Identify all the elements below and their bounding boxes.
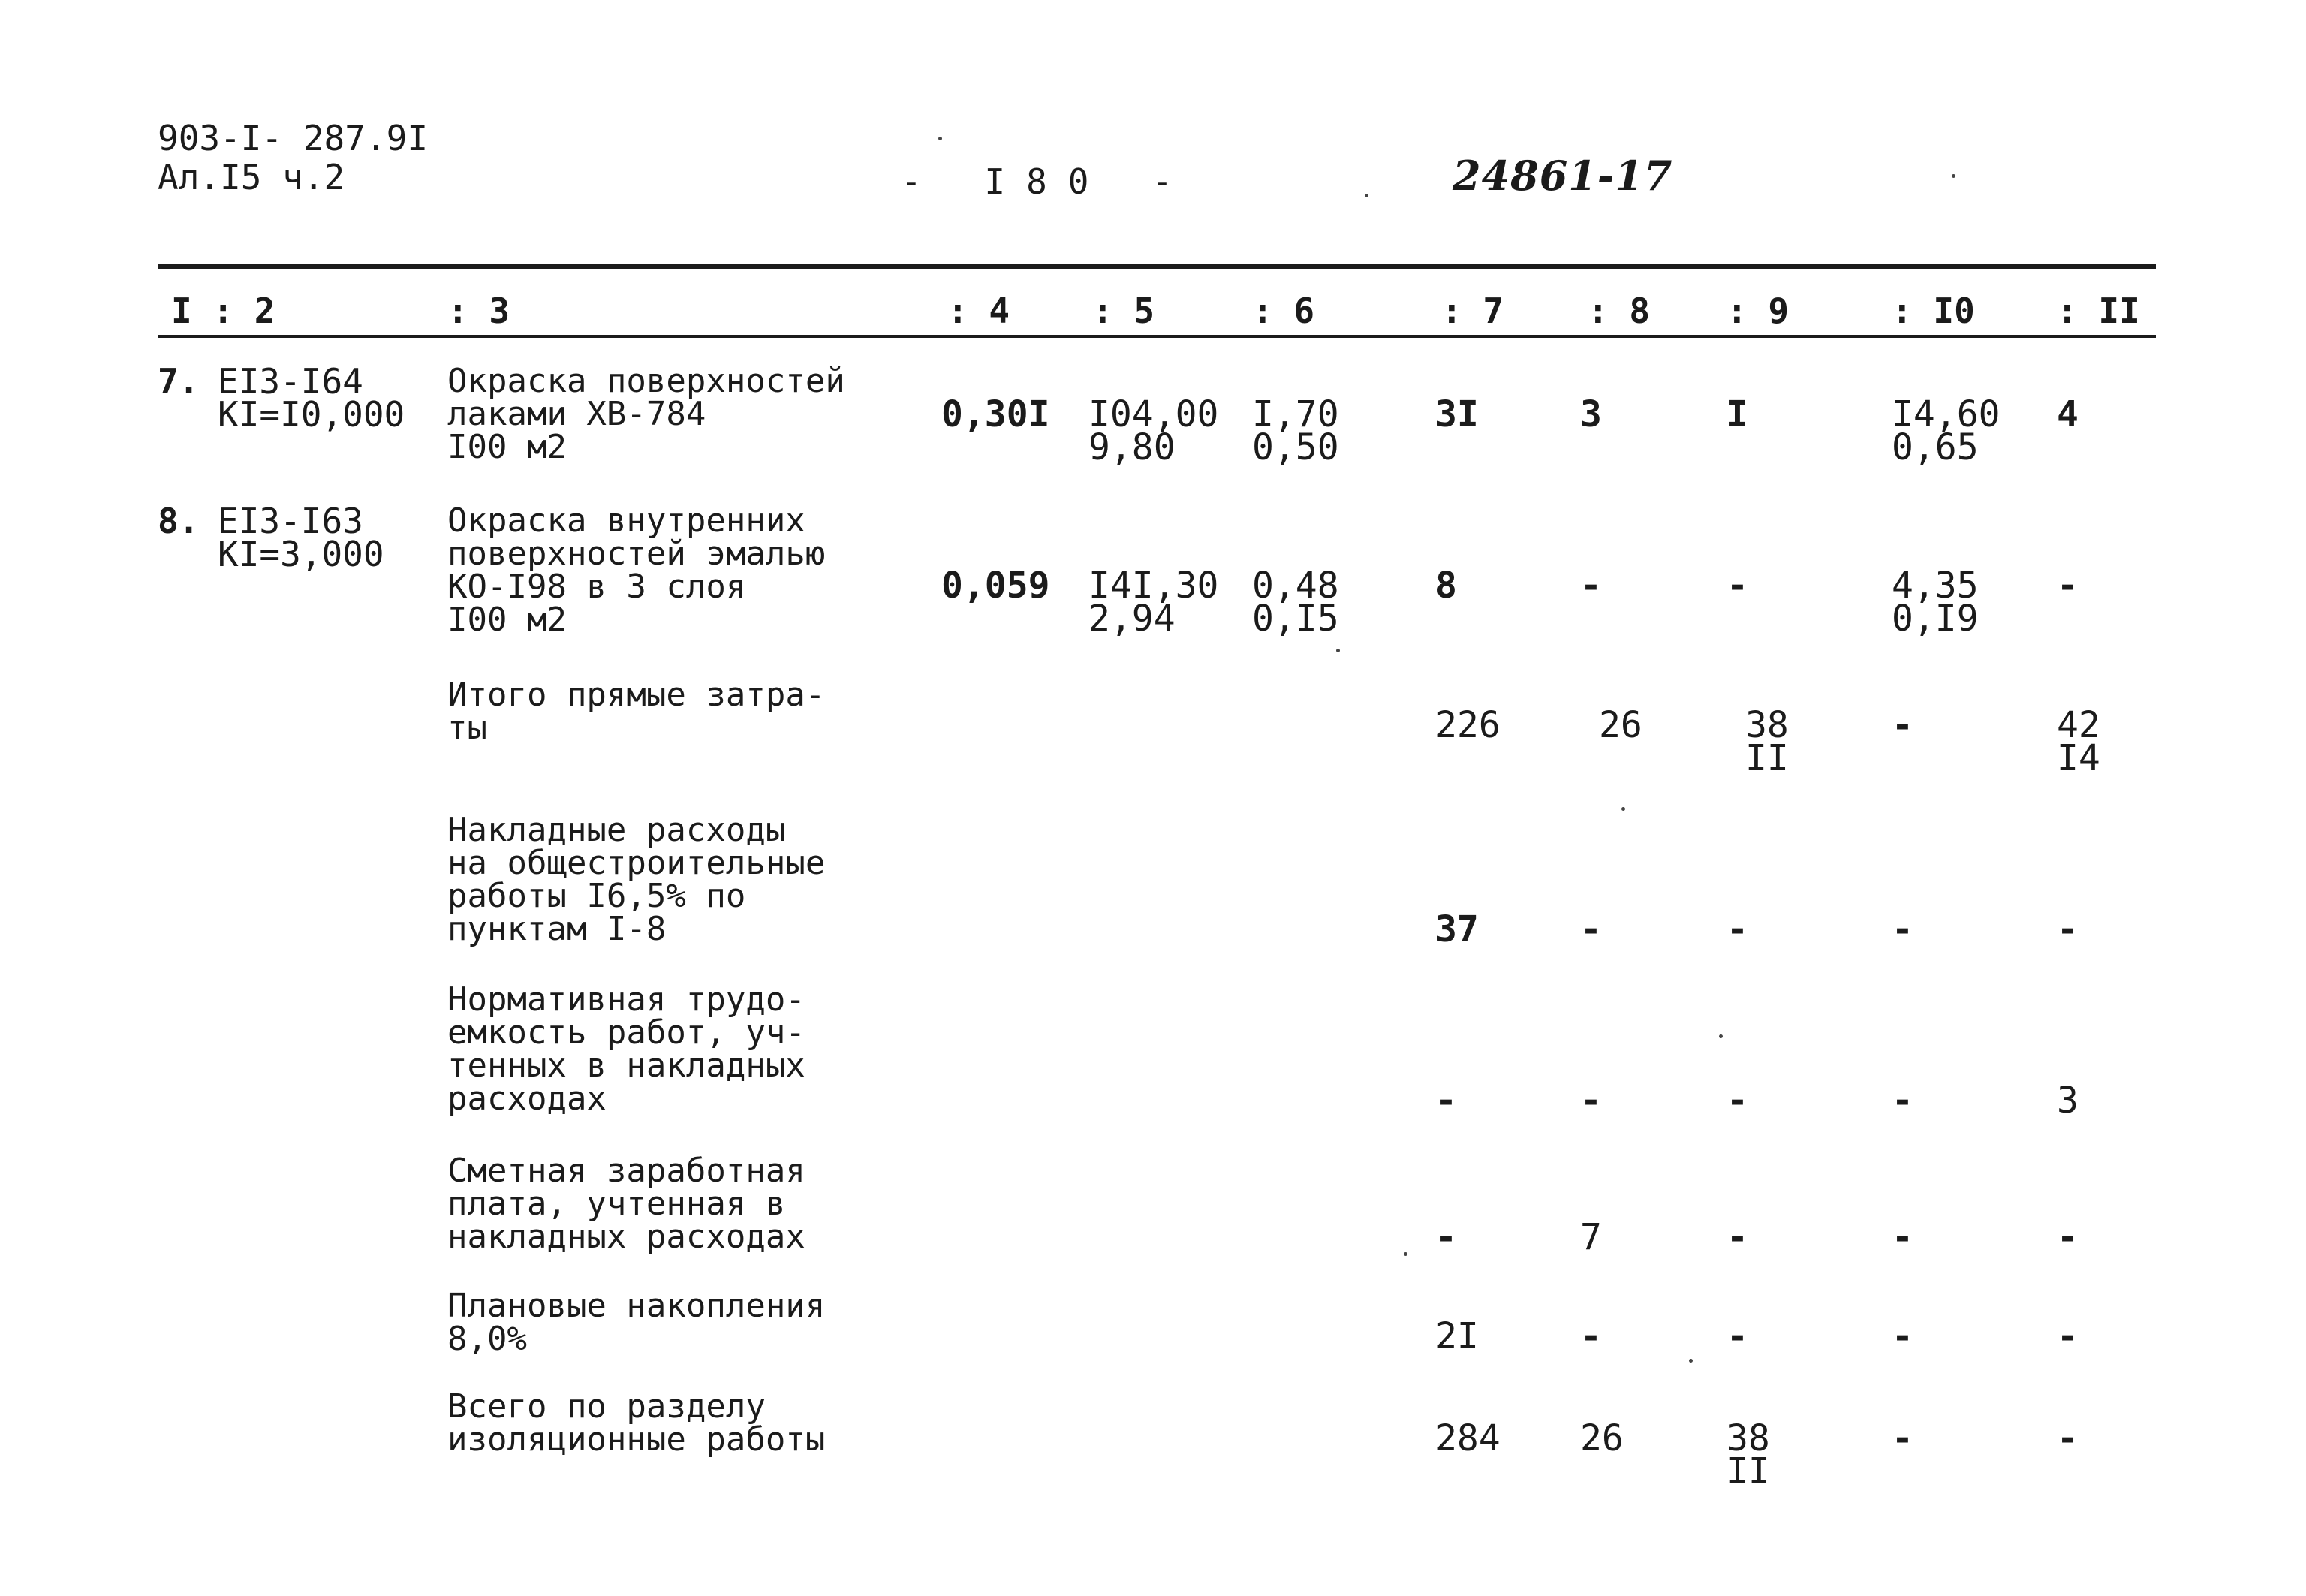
coefficient: KI=I0,000 bbox=[218, 394, 405, 435]
header-bottom-rule bbox=[158, 335, 2156, 338]
row-description: Нормативная трудо- емкость работ, уч- тенных в накладных расходах bbox=[447, 980, 805, 1118]
cell-col-9: - bbox=[1726, 1315, 1748, 1357]
col-header-6: : 6 bbox=[1252, 291, 1315, 331]
scan-speck bbox=[938, 137, 942, 140]
norm-code: EI3-I64 bbox=[218, 361, 363, 402]
cell-col-10: 4,35 0,I9 bbox=[1892, 565, 1979, 640]
cell-col-7: - bbox=[1435, 1080, 1457, 1122]
sheet-reference: Ал.I5 ч.2 bbox=[158, 157, 345, 197]
cell-col-9: - bbox=[1726, 908, 1748, 950]
cell-col-11: - bbox=[2057, 565, 2079, 607]
col-header-8: : 8 bbox=[1588, 291, 1651, 331]
cell-col-10: - bbox=[1892, 908, 1913, 950]
cell-col-11: - bbox=[2057, 1315, 2079, 1357]
row-description: Накладные расходы на общестроительные работы I6,5% по пунктам I-8 bbox=[447, 811, 826, 948]
cell-col-11: - bbox=[2057, 1216, 2079, 1258]
cell-col-10: - bbox=[1892, 1216, 1913, 1258]
cell-col-11: 4 bbox=[2057, 393, 2079, 435]
scan-speck bbox=[1404, 1252, 1407, 1256]
row-description: Сметная заработная плата, учтенная в накладных расходах bbox=[447, 1152, 805, 1256]
cell-col-4: 0,30I bbox=[941, 393, 1050, 435]
cell-col-4: 0,059 bbox=[941, 565, 1050, 607]
cell-col-8: 7 bbox=[1580, 1216, 1602, 1258]
scan-speck bbox=[1336, 649, 1340, 652]
col-header-10: : I0 bbox=[1892, 291, 1975, 331]
cell-col-11: - bbox=[2057, 1417, 2079, 1459]
cell-col-8: 3 bbox=[1580, 393, 1602, 435]
row-description: Окраска поверхностей лаками ХВ-784 I00 м2 bbox=[447, 362, 845, 466]
cell-col-11: - bbox=[2057, 908, 2079, 950]
cell-col-9: I bbox=[1726, 393, 1748, 435]
col-header-4: : 4 bbox=[947, 291, 1010, 331]
row-description: Итого прямые затра- ты bbox=[447, 676, 826, 747]
handwritten-reference: 24861-17 bbox=[1453, 152, 1673, 200]
scan-speck bbox=[1621, 807, 1625, 811]
norm-code: EI3-I63 bbox=[218, 501, 363, 541]
col-header-11: : II bbox=[2057, 291, 2140, 331]
col-header-5: : 5 bbox=[1092, 291, 1155, 331]
scan-speck bbox=[1952, 174, 1955, 178]
cell-col-8: 26 bbox=[1580, 1417, 1624, 1459]
row-number: 7. bbox=[158, 361, 200, 402]
document-code: 903-I- 287.9I bbox=[158, 118, 429, 158]
cell-col-7: 226 bbox=[1435, 704, 1501, 746]
cell-col-11: 3 bbox=[2057, 1080, 2079, 1122]
cell-col-8: - bbox=[1580, 1080, 1602, 1122]
row-description: Окраска внутренних поверхностей эмалью КО-I98 в 3 слоя I00 м2 bbox=[447, 501, 826, 639]
cell-col-6: 0,48 0,I5 bbox=[1252, 565, 1339, 640]
cell-col-8: - bbox=[1580, 1315, 1602, 1357]
cell-col-7: 2I bbox=[1435, 1315, 1479, 1357]
scan-speck bbox=[1689, 1359, 1693, 1363]
cell-col-8: - bbox=[1580, 908, 1602, 950]
cell-col-10: - bbox=[1892, 1080, 1913, 1122]
row-description: Плановые накопления 8,0% bbox=[447, 1287, 826, 1358]
table-top-rule bbox=[158, 264, 2156, 269]
cell-col-7: 8 bbox=[1435, 565, 1457, 607]
cell-col-7: 284 bbox=[1435, 1417, 1501, 1459]
cell-col-9: 38 II bbox=[1726, 1417, 1770, 1492]
col-header-7: : 7 bbox=[1441, 291, 1504, 331]
cell-col-9: - bbox=[1726, 1080, 1748, 1122]
cell-col-10: I4,60 0,65 bbox=[1892, 393, 2000, 468]
cell-col-8: 26 bbox=[1599, 704, 1642, 746]
cell-col-10: - bbox=[1892, 704, 1913, 746]
coefficient: KI=3,000 bbox=[218, 534, 384, 574]
cell-col-8: - bbox=[1580, 565, 1602, 607]
scan-speck bbox=[1365, 194, 1368, 197]
cell-col-10: - bbox=[1892, 1315, 1913, 1357]
col-header-9: : 9 bbox=[1726, 291, 1790, 331]
cell-col-11: 42 I4 bbox=[2057, 704, 2100, 779]
cell-col-9: 38 II bbox=[1745, 704, 1789, 779]
row-number: 8. bbox=[158, 501, 200, 541]
cell-col-7: 37 bbox=[1435, 908, 1479, 950]
page-number: - I80 - bbox=[901, 161, 1194, 202]
col-header-1-2: I : 2 bbox=[171, 291, 275, 331]
scan-speck bbox=[1719, 1034, 1723, 1038]
cell-col-6: I,70 0,50 bbox=[1252, 393, 1339, 468]
cell-col-7: - bbox=[1435, 1216, 1457, 1258]
row-description: Всего по разделу изоляционные работы bbox=[447, 1387, 826, 1459]
col-header-3: : 3 bbox=[447, 291, 510, 331]
cell-col-10: - bbox=[1892, 1417, 1913, 1459]
cell-col-9: - bbox=[1726, 1216, 1748, 1258]
cell-col-7: 3I bbox=[1435, 393, 1479, 435]
cell-col-5: I04,00 9,80 bbox=[1088, 393, 1219, 468]
cell-col-9: - bbox=[1726, 565, 1748, 607]
cell-col-5: I4I,30 2,94 bbox=[1088, 565, 1219, 640]
